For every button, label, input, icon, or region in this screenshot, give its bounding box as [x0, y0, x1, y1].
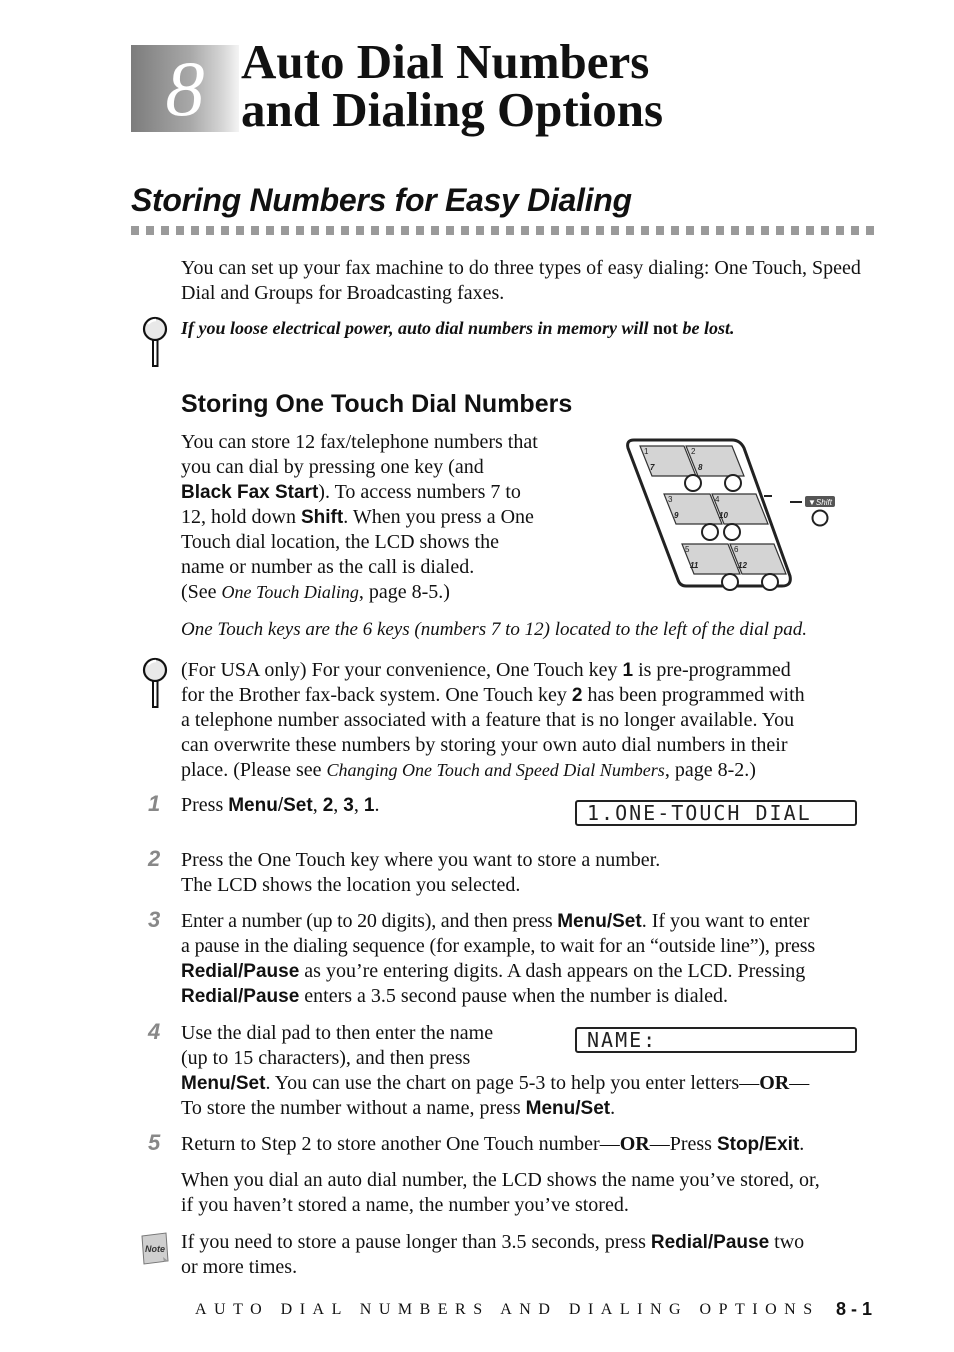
keypad-key-label: 1 [644, 447, 649, 456]
comma: , [353, 794, 364, 816]
para-text: 12, hold down [181, 506, 301, 528]
lcd-one-touch-dial: 1.ONE-TOUCH DIAL [575, 800, 857, 826]
para-line: You can store 12 fax/telephone numbers that [181, 431, 538, 453]
keypad-key-label: 3 [668, 495, 673, 504]
step-line [181, 1096, 891, 1121]
onetouch-keys-note: One Touch keys are the 6 keys (numbers 7 to 12) located to the left of the dial pad. [181, 619, 807, 640]
chapter-title-line1: Auto Dial Numbers [241, 34, 650, 89]
step-text: . You can use the chart on page 5-3 to help you enter letters— [265, 1072, 760, 1094]
step-line: a pause in the dialing sequence (for example, to wait for an “outside line”), press [181, 935, 815, 957]
note-icon [139, 1231, 171, 1267]
running-footer: AUTO DIAL NUMBERS AND DIALING OPTIONS [195, 1301, 820, 1318]
para-line: When you dial an auto dial number, the LCD shows the name you’ve stored, or, [181, 1169, 820, 1191]
or-label: OR [619, 1133, 650, 1155]
page-number: 8 - 1 [836, 1299, 873, 1319]
magnifier-tip-icon [141, 656, 171, 710]
step-5-text [181, 1132, 804, 1157]
keypad-key-label: 7 [650, 463, 655, 472]
chapter-title-line2: and Dialing Options [241, 82, 664, 137]
tip-text: is pre-programmed [633, 659, 791, 681]
tip-power-loss-text-b: be lost. [678, 318, 735, 338]
note-line [181, 1230, 804, 1255]
tip-text: , page 8-2.) [664, 759, 756, 781]
keypad-key-label: 11 [690, 561, 699, 570]
para-text: . When you press a One [343, 506, 534, 528]
tip-line: can overwrite these numbers by storing your own auto dial numbers in their [181, 734, 788, 756]
keypad-key-label: 9 [674, 511, 679, 520]
key-1: 1 [622, 660, 634, 681]
key-2: 2 [322, 795, 334, 816]
step-line [181, 959, 891, 984]
step-text: Return to Step 2 to store another One Touch number— [181, 1133, 620, 1155]
step-3-text [181, 909, 891, 1009]
tip-line [181, 658, 805, 683]
period: . [374, 794, 380, 816]
step-text: To store the number without a name, press [181, 1097, 526, 1119]
step-number: 1 [148, 791, 161, 816]
keypad-key-label: 12 [738, 561, 747, 570]
comma: , [312, 794, 323, 816]
tip-power-loss-not: not [653, 318, 679, 338]
section-divider [131, 226, 876, 235]
step-text: Press [181, 794, 229, 816]
para-text: (See [181, 581, 222, 603]
comma: , [333, 794, 344, 816]
set-key: Set [283, 795, 313, 816]
subsection-title: Storing One Touch Dial Numbers [181, 390, 573, 418]
period: . [799, 1133, 805, 1155]
note-text: two [769, 1231, 805, 1253]
key-1: 1 [363, 795, 375, 816]
step-number: 5 [148, 1130, 161, 1155]
para-line: you can dial by pressing one key (and [181, 456, 484, 478]
step-text: . If you want to enter [641, 910, 810, 932]
keypad-key-label: 4 [715, 495, 720, 504]
menu-set-key: Menu/Set [181, 1073, 266, 1094]
tip-line [181, 683, 805, 708]
step-number: 2 [148, 846, 161, 871]
step-line: (up to 15 characters), and then press [181, 1047, 471, 1069]
redial-pause-key: Redial/Pause [650, 1232, 770, 1253]
step-2-text [181, 848, 660, 898]
menu-set-key: Menu/Set [557, 911, 642, 932]
key-2: 2 [571, 685, 583, 706]
cross-reference: One Touch Dialing [221, 582, 359, 602]
step-text: . [610, 1097, 616, 1119]
chapter-number: 8 [131, 45, 239, 132]
step-line [181, 984, 891, 1009]
black-fax-start-key: Black Fax Start [181, 482, 319, 503]
para-line: Touch dial location, the LCD shows the [181, 531, 499, 553]
cross-reference: Changing One Touch and Speed Dial Numbers [326, 760, 665, 780]
para-line: if you haven’t stored a name, the number you’ve stored. [181, 1194, 629, 1216]
step-text: Enter a number (up to 20 digits), and then press [181, 910, 558, 932]
shift-key: Shift [301, 507, 344, 528]
section-title: Storing Numbers for Easy Dialing [131, 182, 632, 218]
step-line: The LCD shows the location you selected. [181, 874, 521, 896]
onetouch-paragraph [181, 430, 538, 605]
tip-line: a telephone number associated with a feature that is no longer available. You [181, 709, 795, 731]
redial-pause-key: Redial/Pause [181, 961, 300, 982]
step-text: — [789, 1072, 810, 1094]
chapter-title [241, 34, 664, 137]
step-line [181, 1071, 891, 1096]
key-3: 3 [343, 795, 354, 816]
shift-key-label: ▼Shift [808, 498, 832, 507]
pause-note [181, 1230, 804, 1280]
keypad-key-label: 10 [719, 511, 728, 520]
para-text: , page 8-5.) [358, 581, 450, 603]
step-text: —Press [649, 1133, 717, 1155]
tip-text: has been programmed with [582, 684, 805, 706]
note-icon-label: Note [145, 1244, 165, 1254]
tip-power-loss-text-a: If you loose electrical power, auto dial numbers in memory will [181, 318, 654, 338]
step-line [181, 909, 891, 934]
step-1-text [181, 793, 379, 818]
para-line [181, 505, 538, 530]
menu-key: Menu [228, 795, 278, 816]
usa-only-tip [181, 658, 805, 783]
note-line: or more times. [181, 1256, 298, 1278]
para-text: ). To access numbers 7 to [318, 481, 521, 503]
one-touch-keypad-illustration [622, 436, 844, 592]
tip-power-loss [181, 316, 735, 341]
step-line: Press the One Touch key where you want to store a number. [181, 849, 661, 871]
magnifier-tip-icon [141, 315, 171, 369]
keypad-key-label: 5 [685, 545, 690, 554]
tip-text: for the Brother fax-back system. One Touch key [181, 684, 572, 706]
step-number: 4 [148, 1019, 161, 1044]
intro-paragraph: You can set up your fax machine to do three types of easy dialing: One Touch, Speed Dial and Groups for Broadcasting faxes. [181, 257, 861, 304]
step-number: 3 [148, 907, 161, 932]
stop-exit-key: Stop/Exit [716, 1134, 800, 1155]
or-label: OR [759, 1072, 790, 1094]
para-line [181, 580, 538, 605]
lcd-name: NAME: [575, 1027, 857, 1053]
para-line: name or number as the call is dialed. [181, 556, 475, 578]
tip-text: (For USA only) For your convenience, One Touch key [181, 659, 623, 681]
auto-dial-display-paragraph [181, 1168, 820, 1218]
note-text: If you need to store a pause longer than 3.5 seconds, press [181, 1231, 651, 1253]
slash: / [277, 795, 284, 816]
keypad-key-label: 6 [734, 545, 739, 554]
para-line [181, 480, 538, 505]
menu-set-key: Menu/Set [525, 1098, 611, 1119]
tip-text: place. (Please see [181, 759, 327, 781]
step-line: Use the dial pad to then enter the name [181, 1022, 494, 1044]
keypad-key-label: 2 [691, 447, 696, 456]
keypad-key-label: 8 [698, 463, 703, 472]
tip-line [181, 758, 805, 783]
step-text: enters a 3.5 second pause when the number is dialed. [299, 985, 729, 1007]
step-text: as you’re entering digits. A dash appears on the LCD. Pressing [299, 960, 806, 982]
redial-pause-key: Redial/Pause [181, 986, 300, 1007]
